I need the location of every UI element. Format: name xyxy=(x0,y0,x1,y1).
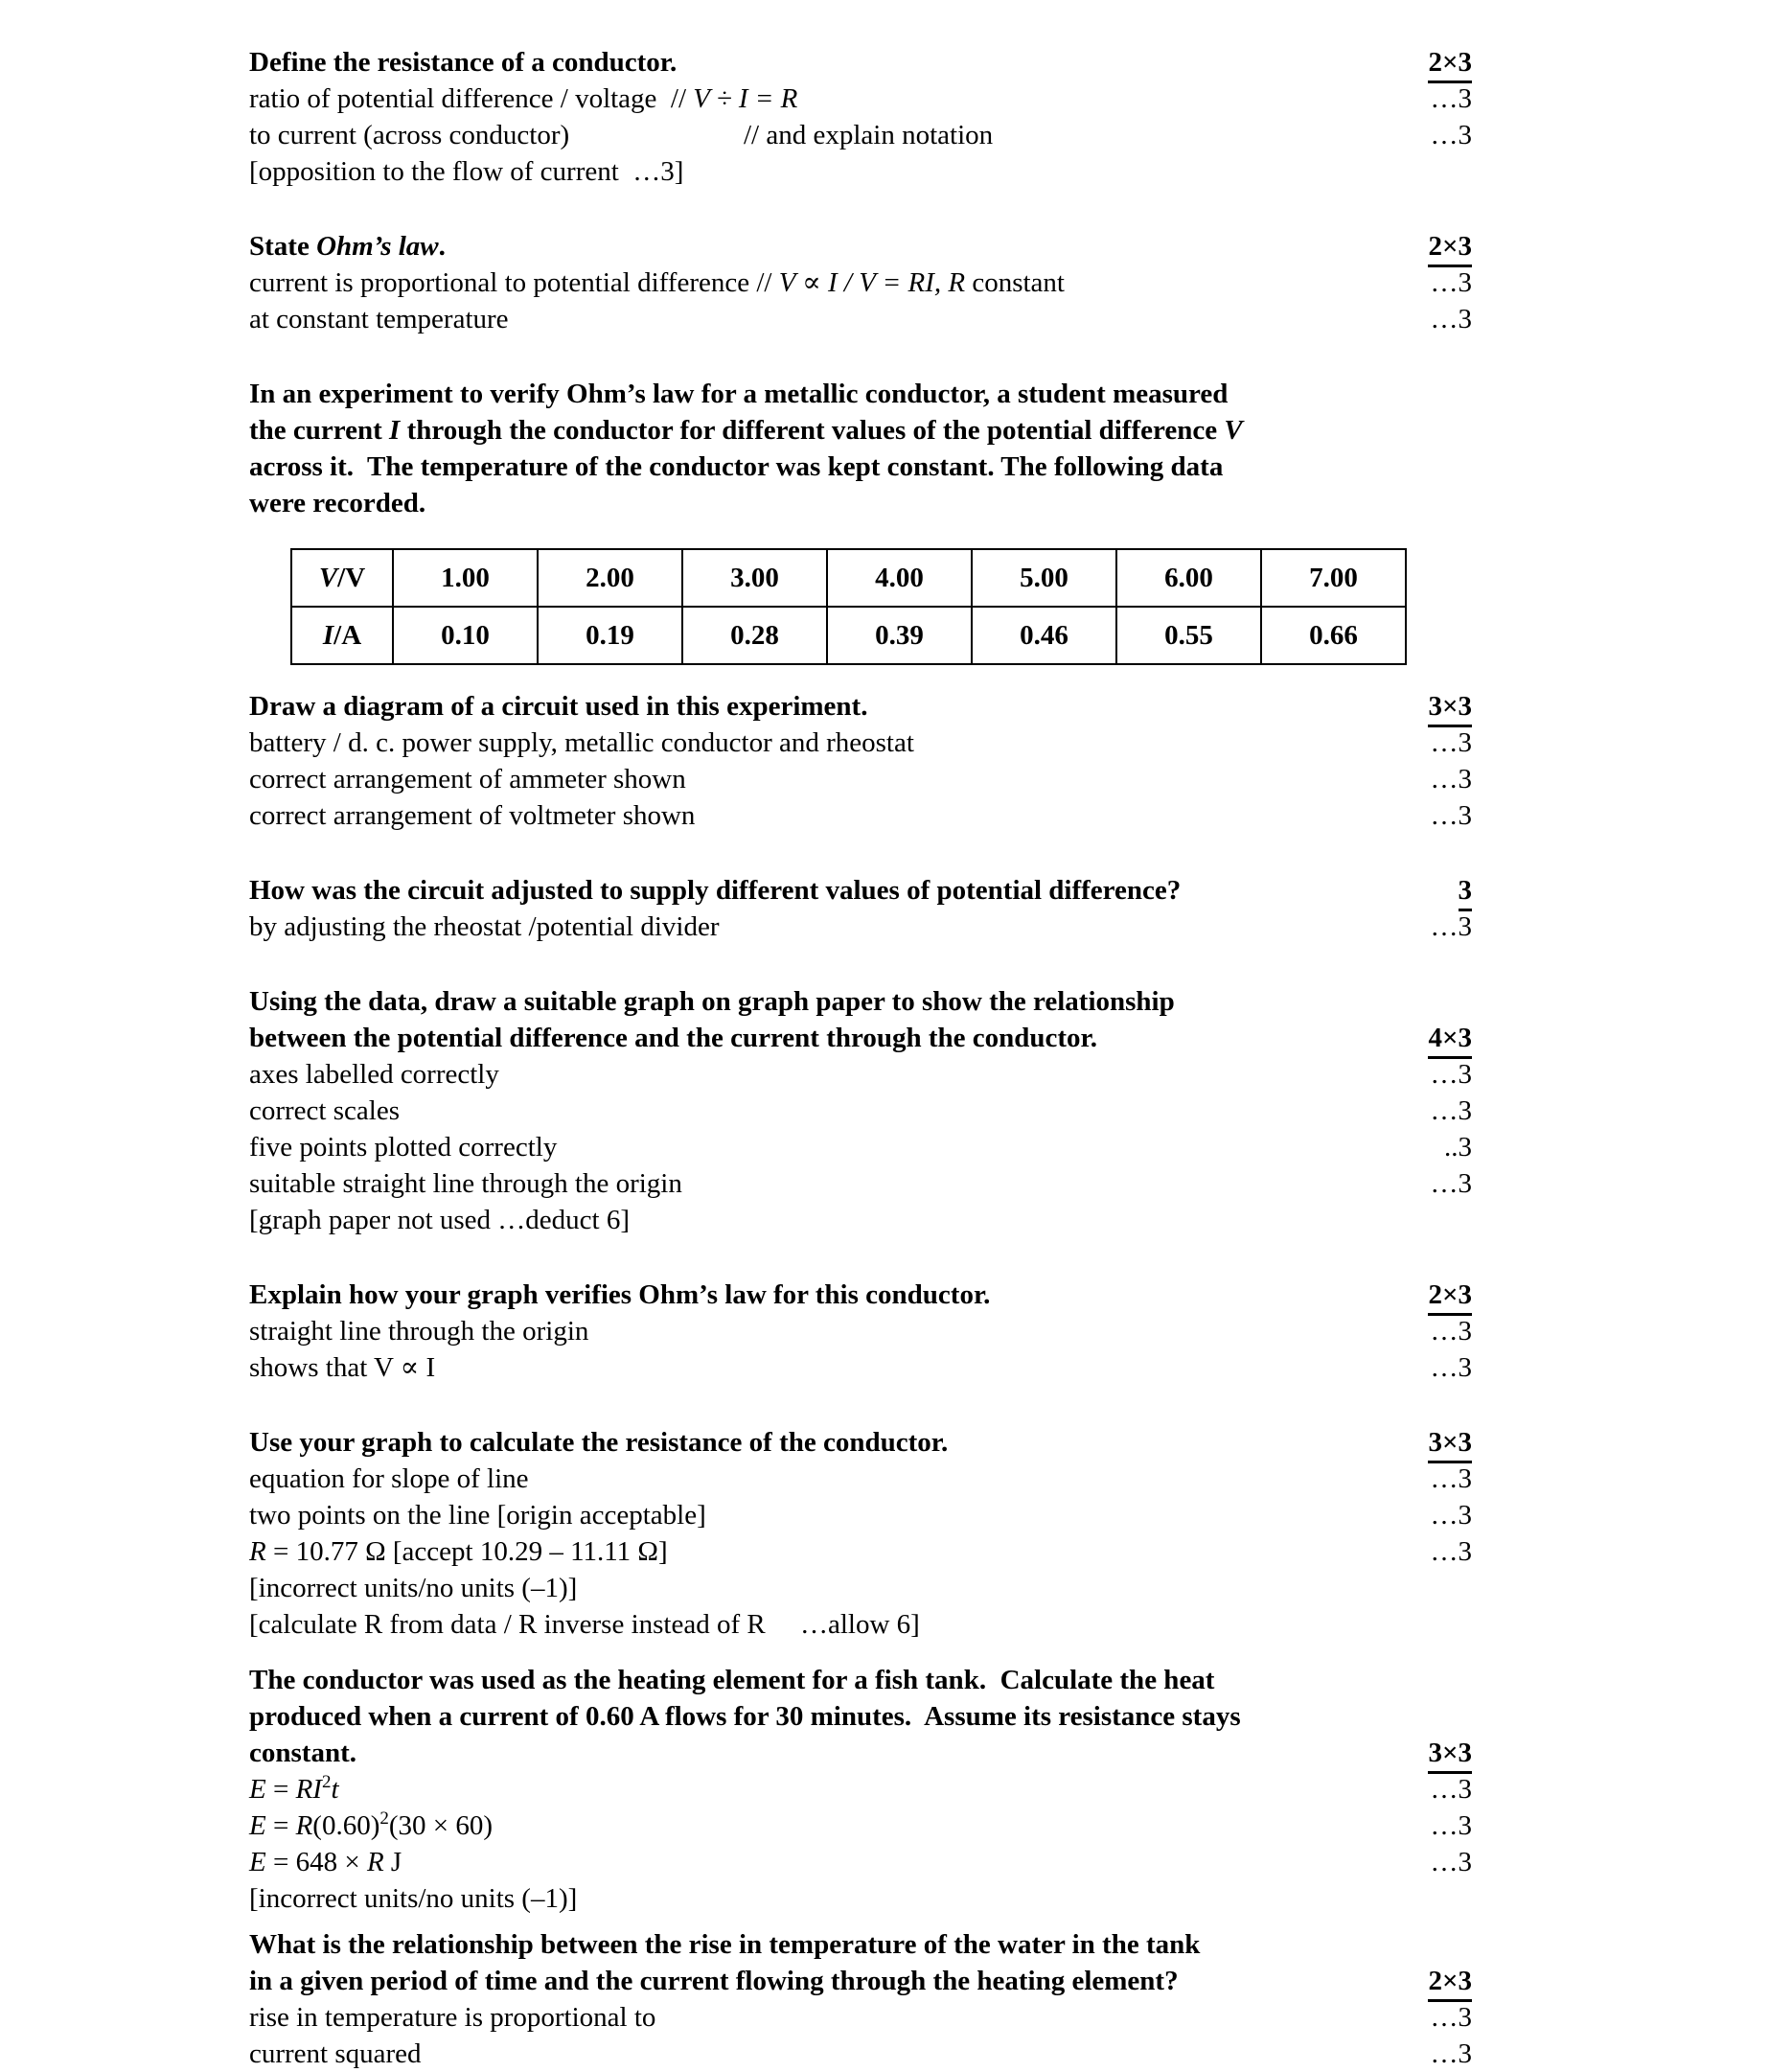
text-run: shows that V ∝ I xyxy=(249,1352,436,1383)
value-cell: 0.19 xyxy=(538,607,682,664)
marks-label: …3 xyxy=(1430,1352,1472,1383)
quantity-symbol: I xyxy=(322,620,334,651)
text-run: 2 xyxy=(379,1808,389,1829)
row-header-cell xyxy=(291,607,393,664)
text-line xyxy=(0,301,1792,337)
text-run: ratio of potential difference / voltage // xyxy=(249,83,694,114)
text-line xyxy=(0,1735,1792,1771)
text-run: battery / d. c. power supply, metallic conductor and rheostat xyxy=(249,727,914,758)
text-line xyxy=(0,1349,1792,1386)
marks-label: …3 xyxy=(1430,1316,1472,1347)
text-run: The conductor was used as the heating element for a fish tank. Calculate the heat xyxy=(249,1665,1215,1695)
marks-label: 4×3 xyxy=(1428,1020,1472,1059)
text-run: between the potential difference and the current through the conductor. xyxy=(249,1023,1097,1053)
text-line xyxy=(0,153,1792,190)
text-run: across it. The temperature of the conductor was kept constant. The following data xyxy=(249,451,1224,482)
text-line xyxy=(0,265,1792,301)
text-line xyxy=(0,1771,1792,1807)
text-line xyxy=(0,485,1792,521)
text-line xyxy=(0,2036,1792,2072)
value-cell: 0.10 xyxy=(393,607,538,664)
marks-label: 2×3 xyxy=(1428,1963,1472,2002)
text-line xyxy=(0,1880,1792,1917)
row-header-cell xyxy=(291,549,393,607)
text-line xyxy=(0,1129,1792,1165)
text-run: RI xyxy=(295,1774,322,1805)
table-row xyxy=(291,549,1406,607)
text-run: Ohm’s law xyxy=(316,231,439,262)
text-run: suitable straight line through the origin xyxy=(249,1168,682,1199)
text-line xyxy=(0,1662,1792,1698)
text-line xyxy=(0,1093,1792,1129)
section-draw-diagram xyxy=(0,688,1792,834)
text-line xyxy=(0,1277,1792,1313)
text-run: two points on the line [origin acceptable] xyxy=(249,1500,706,1531)
marks-label: …3 xyxy=(1430,1847,1472,1877)
marks-label: …3 xyxy=(1430,1500,1472,1531)
unit-label: /V xyxy=(337,563,366,593)
text-run: correct arrangement of ammeter shown xyxy=(249,764,686,794)
text-run: by adjusting the rheostat /potential divider xyxy=(249,911,720,942)
marks-label: …3 xyxy=(1430,911,1472,942)
text-run: [calculate R from data / R inverse instead of R …allow 6] xyxy=(249,1609,920,1640)
text-run: through the conductor for different values of the potential difference xyxy=(400,415,1225,446)
marks-label: …3 xyxy=(1430,1810,1472,1841)
text-run: straight line through the origin xyxy=(249,1316,589,1347)
text-line xyxy=(0,1202,1792,1238)
text-line xyxy=(0,1424,1792,1461)
marks-label: 2×3 xyxy=(1428,44,1472,83)
section-rise-temp xyxy=(0,1926,1792,2072)
text-run: J xyxy=(383,1847,402,1877)
text-run: What is the relationship between the rise in temperature of the water in the tank xyxy=(249,1929,1201,1960)
marks-label: …3 xyxy=(1430,1168,1472,1199)
marks-label: ..3 xyxy=(1444,1132,1472,1163)
marks-label: …3 xyxy=(1430,800,1472,831)
text-run: = 10.77 Ω [accept 10.29 – 11.11 Ω] xyxy=(265,1536,668,1567)
text-line xyxy=(0,1533,1792,1570)
text-line xyxy=(0,1020,1792,1056)
text-line xyxy=(0,1926,1792,1963)
marks-label: …3 xyxy=(1430,764,1472,794)
value-cell: 3.00 xyxy=(682,549,827,607)
text-line xyxy=(0,1570,1792,1606)
section-heat xyxy=(0,1662,1792,1917)
text-line xyxy=(0,449,1792,485)
text-run: Using the data, draw a suitable graph on graph paper to show the relationship xyxy=(249,986,1175,1017)
text-line xyxy=(0,909,1792,945)
text-run: State xyxy=(249,231,317,262)
text-line xyxy=(0,1313,1792,1349)
text-line xyxy=(0,1461,1792,1497)
text-run: = xyxy=(265,1774,296,1805)
marks-label: …3 xyxy=(1430,83,1472,114)
text-run: I xyxy=(389,415,401,446)
data-table xyxy=(290,548,1407,665)
text-run: current squared xyxy=(249,2038,422,2069)
marks-label: …3 xyxy=(1430,727,1472,758)
text-run: R xyxy=(249,1536,266,1567)
section-draw-graph xyxy=(0,983,1792,1238)
text-line xyxy=(0,1165,1792,1202)
value-cell: 0.55 xyxy=(1116,607,1261,664)
unit-label: /A xyxy=(333,620,362,651)
text-run: V ÷ I = R xyxy=(693,83,798,114)
marks-label: …3 xyxy=(1430,1059,1472,1090)
text-line xyxy=(0,761,1792,797)
marks-label: …3 xyxy=(1430,1774,1472,1805)
section-graph-verifies xyxy=(0,1277,1792,1386)
marks-label: 3 xyxy=(1459,872,1473,911)
text-run: How was the circuit adjusted to supply different values of potential difference? xyxy=(249,875,1182,906)
text-run: to current (across conductor) xyxy=(249,120,570,150)
text-run: at constant temperature xyxy=(249,304,509,334)
text-run: [incorrect units/no units (–1)] xyxy=(249,1883,578,1914)
text-run: = xyxy=(265,1810,296,1841)
text-run: rise in temperature is proportional to xyxy=(249,2002,656,2033)
value-cell: 0.66 xyxy=(1261,607,1406,664)
text-run: // and explain notation xyxy=(744,120,994,150)
text-run: Explain how your graph verifies Ohm’s law for this conductor. xyxy=(249,1279,991,1310)
text-run: equation for slope of line xyxy=(249,1463,529,1494)
section-state-ohms-law xyxy=(0,228,1792,337)
text-line xyxy=(0,1999,1792,2036)
text-run: In an experiment to verify Ohm’s law for a metallic conductor, a student measured xyxy=(249,379,1229,409)
text-run: V ∝ I / V = RI, R xyxy=(778,267,966,298)
text-line xyxy=(0,872,1792,909)
marks-label: …3 xyxy=(1430,1536,1472,1567)
text-run: R xyxy=(295,1810,313,1841)
text-run: Use your graph to calculate the resistance of the conductor. xyxy=(249,1427,949,1458)
text-run: Define the resistance of a conductor. xyxy=(249,47,678,78)
text-run: in a given period of time and the current flowing through the heating element? xyxy=(249,1966,1179,1996)
marks-label: 3×3 xyxy=(1428,1424,1472,1463)
text-run: [incorrect units/no units (–1)] xyxy=(249,1573,578,1603)
marks-label: …3 xyxy=(1430,1095,1472,1126)
marks-label: 2×3 xyxy=(1428,1277,1472,1316)
value-cell: 0.28 xyxy=(682,607,827,664)
text-run: R xyxy=(366,1847,384,1877)
text-run: the current xyxy=(249,415,390,446)
value-cell: 6.00 xyxy=(1116,549,1261,607)
text-run: correct arrangement of voltmeter shown xyxy=(249,800,696,831)
text-run: E xyxy=(249,1847,266,1877)
text-line xyxy=(0,1056,1792,1093)
marks-label: 3×3 xyxy=(1428,688,1472,727)
value-cell: 0.39 xyxy=(827,607,972,664)
text-run: [opposition to the flow of current …3] xyxy=(249,156,684,187)
text-line xyxy=(0,117,1792,153)
text-run: five points plotted correctly xyxy=(249,1132,558,1163)
text-line xyxy=(0,725,1792,761)
text-run: = 648 × xyxy=(265,1847,367,1877)
marks-label: …3 xyxy=(1430,304,1472,334)
text-run: E xyxy=(249,1810,266,1841)
value-cell: 5.00 xyxy=(972,549,1116,607)
text-run: . xyxy=(438,231,446,262)
value-cell: 1.00 xyxy=(393,549,538,607)
text-run: produced when a current of 0.60 A flows for 30 minutes. Assume its resistance stays xyxy=(249,1701,1241,1732)
section-define-resistance xyxy=(0,44,1792,190)
text-run: E xyxy=(249,1774,266,1805)
text-line xyxy=(0,1606,1792,1643)
text-run: constant xyxy=(965,267,1065,298)
text-run: Draw a diagram of a circuit used in this experiment. xyxy=(249,691,868,722)
table-row xyxy=(291,607,1406,664)
text-run: (0.60) xyxy=(312,1810,380,1841)
text-run: axes labelled correctly xyxy=(249,1059,499,1090)
marks-label: …3 xyxy=(1430,2002,1472,2033)
text-run: constant. xyxy=(249,1738,356,1768)
value-cell: 7.00 xyxy=(1261,549,1406,607)
text-run: [graph paper not used …deduct 6] xyxy=(249,1205,631,1235)
document-content xyxy=(0,44,1792,2072)
text-line xyxy=(0,1844,1792,1880)
text-line xyxy=(0,688,1792,725)
text-run: were recorded. xyxy=(249,488,426,518)
text-run: current is proportional to potential difference // xyxy=(249,267,779,298)
quantity-symbol: V xyxy=(318,563,338,593)
text-line xyxy=(0,797,1792,834)
marks-label: …3 xyxy=(1430,267,1472,298)
marks-label: …3 xyxy=(1430,120,1472,150)
text-run: t xyxy=(331,1774,339,1805)
value-cell: 4.00 xyxy=(827,549,972,607)
marks-label: …3 xyxy=(1430,1463,1472,1494)
marks-label: 3×3 xyxy=(1428,1735,1472,1774)
marks-label: 2×3 xyxy=(1428,228,1472,267)
marks-label: …3 xyxy=(1430,2038,1472,2069)
text-run: correct scales xyxy=(249,1095,400,1126)
text-line xyxy=(0,412,1792,449)
text-line xyxy=(0,1698,1792,1735)
section-calculate-resistance xyxy=(0,1424,1792,1643)
text-line xyxy=(0,81,1792,117)
text-line xyxy=(0,1497,1792,1533)
text-line xyxy=(0,1807,1792,1844)
text-line xyxy=(0,983,1792,1020)
text-run: 2 xyxy=(321,1772,332,1792)
text-line xyxy=(0,44,1792,81)
text-run: V xyxy=(1224,415,1243,446)
text-line xyxy=(0,228,1792,265)
value-cell: 0.46 xyxy=(972,607,1116,664)
text-line xyxy=(0,376,1792,412)
section-experiment-intro xyxy=(0,376,1792,521)
text-line xyxy=(0,1963,1792,1999)
text-run: (30 × 60) xyxy=(388,1810,494,1841)
value-cell: 2.00 xyxy=(538,549,682,607)
section-circuit-adjusted xyxy=(0,872,1792,945)
